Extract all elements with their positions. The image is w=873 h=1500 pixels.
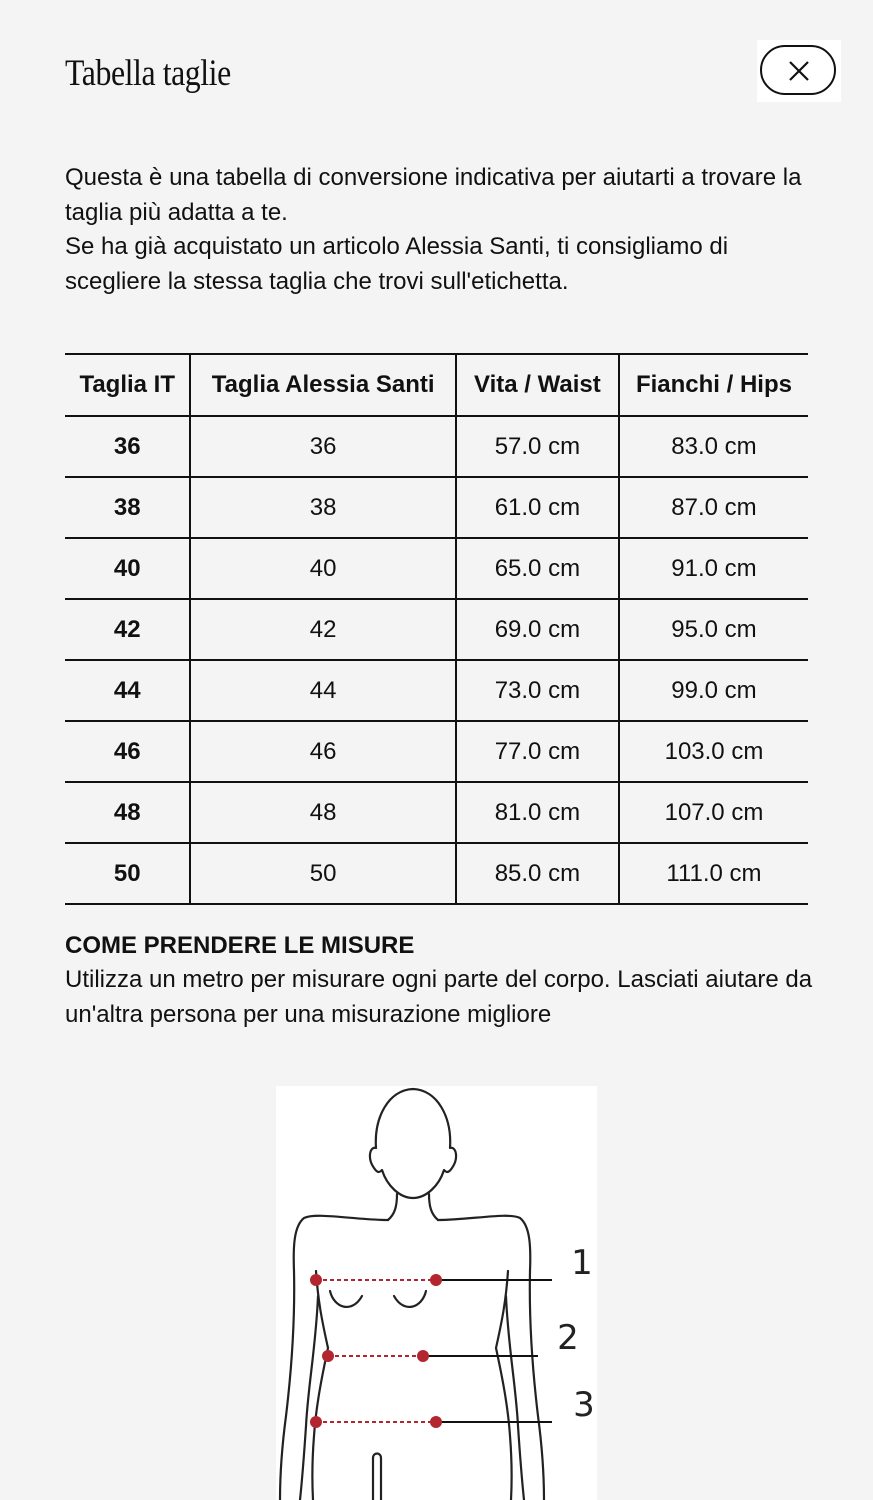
cell-taglia-it: 36: [65, 416, 190, 477]
header-waist: Vita / Waist: [456, 354, 619, 416]
cell-waist: 61.0 cm: [456, 477, 619, 538]
size-table: [65, 353, 808, 905]
chest-marker-right: [430, 1274, 442, 1286]
table-row: [65, 660, 808, 721]
intro-paragraph-2: Se ha già acquistato un articolo Alessia Santi, ti consigliamo di scegliere la stessa taglia che trovi sull'etichetta.: [65, 233, 729, 295]
cell-hips: 107.0 cm: [619, 782, 808, 843]
cell-waist: 81.0 cm: [456, 782, 619, 843]
cell-taglia-it: 42: [65, 599, 190, 660]
header-taglia-it: Taglia IT: [65, 354, 190, 416]
marker-label-1: 1: [571, 1243, 593, 1283]
cell-waist: 85.0 cm: [456, 843, 619, 904]
cell-hips: 103.0 cm: [619, 721, 808, 782]
table-header-row: [65, 354, 808, 416]
cell-hips: 111.0 cm: [619, 843, 808, 904]
table-row: [65, 843, 808, 904]
cell-hips: 95.0 cm: [619, 599, 808, 660]
waist-marker-right: [417, 1350, 429, 1362]
table-row: [65, 599, 808, 660]
cell-hips: 83.0 cm: [619, 416, 808, 477]
waist-marker-left: [322, 1350, 334, 1362]
cell-taglia-brand: 36: [190, 416, 455, 477]
body-outline-icon: [276, 1086, 597, 1500]
cell-waist: 77.0 cm: [456, 721, 619, 782]
chest-marker-left: [310, 1274, 322, 1286]
cell-hips: 99.0 cm: [619, 660, 808, 721]
cell-hips: 91.0 cm: [619, 538, 808, 599]
cell-taglia-it: 46: [65, 721, 190, 782]
table-row: [65, 721, 808, 782]
table-row: [65, 538, 808, 599]
close-button[interactable]: [760, 45, 836, 95]
body-measurement-illustration: [276, 1086, 597, 1500]
intro-text: [65, 161, 825, 299]
page-title: Tabella taglie: [65, 53, 231, 94]
marker-label-2: 2: [557, 1318, 579, 1358]
cell-waist: 73.0 cm: [456, 660, 619, 721]
cell-taglia-it: 44: [65, 660, 190, 721]
table-row: [65, 416, 808, 477]
table-row: [65, 782, 808, 843]
hips-marker-right: [430, 1416, 442, 1428]
cell-taglia-brand: 38: [190, 477, 455, 538]
header-taglia-brand: Taglia Alessia Santi: [190, 354, 455, 416]
cell-taglia-it: 50: [65, 843, 190, 904]
close-area: [757, 40, 841, 102]
cell-taglia-brand: 50: [190, 843, 455, 904]
cell-waist: 57.0 cm: [456, 416, 619, 477]
measure-guide: [65, 930, 825, 1032]
intro-paragraph-1: Questa è una tabella di conversione indicativa per aiutarti a trovare la taglia più adatta a te.: [65, 164, 802, 226]
cell-taglia-brand: 42: [190, 599, 455, 660]
close-x-icon: [788, 60, 810, 82]
cell-waist: 69.0 cm: [456, 599, 619, 660]
marker-label-3: 3: [573, 1385, 595, 1425]
cell-taglia-brand: 44: [190, 660, 455, 721]
header-hips: Fianchi / Hips: [619, 354, 808, 416]
hips-marker-left: [310, 1416, 322, 1428]
cell-taglia-it: 48: [65, 782, 190, 843]
cell-hips: 87.0 cm: [619, 477, 808, 538]
table-row: [65, 477, 808, 538]
cell-taglia-brand: 48: [190, 782, 455, 843]
cell-taglia-it: 38: [65, 477, 190, 538]
cell-taglia-brand: 46: [190, 721, 455, 782]
cell-taglia-it: 40: [65, 538, 190, 599]
cell-taglia-brand: 40: [190, 538, 455, 599]
measure-guide-text: Utilizza un metro per misurare ogni parte del corpo. Lasciati aiutare da un'altra persona per una misurazione migliore: [65, 966, 813, 1028]
measure-guide-heading: COME PRENDERE LE MISURE: [65, 932, 415, 959]
cell-waist: 65.0 cm: [456, 538, 619, 599]
